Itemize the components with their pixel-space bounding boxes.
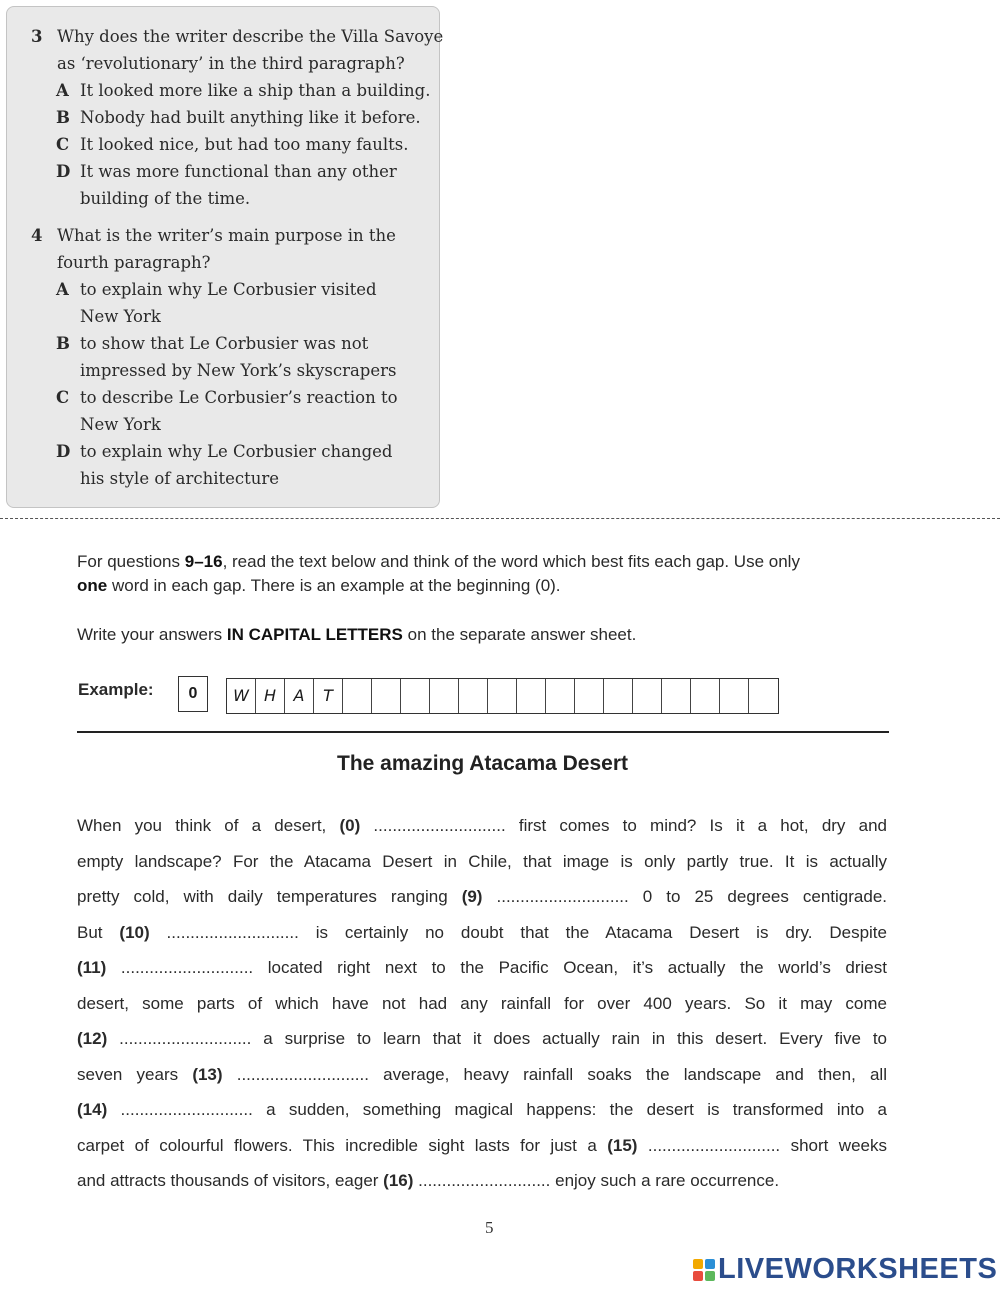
gap-number: (14) [77, 1100, 108, 1119]
text-segment: desert, some parts of which have not had any rainfall for over 400 years. So it may come [77, 993, 887, 1013]
text-segment: 0 to 25 degrees centigrade. [642, 887, 887, 906]
answer-gap[interactable]: ............................ [149, 922, 316, 942]
example-answer-cell [604, 679, 633, 713]
instr-text: on the separate answer sheet. [402, 625, 637, 644]
instructions-line-3 [77, 623, 636, 647]
example-answer-cell [459, 679, 488, 713]
option-letter: A [56, 280, 69, 299]
instr-emphasis: one [77, 576, 108, 595]
example-answer-cell [691, 679, 720, 713]
text-line [77, 812, 887, 848]
text-segment: short weeks [790, 1135, 887, 1155]
text-line [77, 919, 887, 955]
example-answer-cell: A [285, 679, 314, 713]
option-text: It looked more like a ship than a building. [80, 81, 431, 100]
text-line [77, 990, 887, 1026]
instr-emphasis: IN CAPITAL LETTERS [226, 625, 403, 644]
instructions-line-2 [77, 574, 561, 598]
gap-number: (11) [77, 958, 107, 977]
text-line [77, 883, 887, 919]
text-segment: and attracts thousands of visitors, eager [77, 1171, 384, 1190]
option-text: to describe Le Corbusier’s reaction to [80, 388, 398, 407]
instructions-line-1 [77, 550, 800, 574]
example-answer-cell [662, 679, 691, 713]
answer-gap[interactable]: ............................ [482, 887, 643, 906]
gap-number: (10) [119, 922, 150, 942]
example-answer-cell [546, 679, 575, 713]
question-stem: What is the writer’s main purpose in the [57, 226, 396, 245]
gap-number: (16) [383, 1171, 414, 1190]
page-number: 5 [485, 1218, 494, 1237]
text-line [77, 1132, 887, 1168]
option-letter: A [56, 81, 69, 100]
option-text: New York [80, 307, 161, 326]
brand-name: LIVEWORKSHEETS [718, 1253, 998, 1285]
answer-gap[interactable]: ............................ [637, 1135, 791, 1155]
instr-text: word in each gap. There is an example at the beginning (0). [107, 576, 561, 595]
dashed-divider [0, 518, 1000, 519]
example-label: Example: [78, 680, 154, 699]
instr-text: Write your answers [77, 625, 227, 644]
question-number: 3 [31, 27, 43, 46]
option-letter: B [56, 334, 70, 353]
option-text: building of the time. [80, 189, 251, 208]
example-answer-cell [575, 679, 604, 713]
text-segment: first comes to mind? Is it a hot, dry and [518, 816, 887, 835]
example-answer-cell [372, 679, 401, 713]
option-text: to show that Le Corbusier was not [80, 334, 369, 353]
answer-gap[interactable]: ............................ [107, 1100, 267, 1119]
question-stem: as ‘revolutionary’ in the third paragraph? [57, 54, 405, 73]
example-answer-cell [633, 679, 662, 713]
text-line [77, 954, 887, 990]
gap-fill-text [77, 812, 887, 1203]
gap-number: (9) [461, 887, 483, 906]
text-title: The amazing Atacama Desert [337, 752, 628, 775]
text-segment: a surprise to learn that it does actually rain in this desert. Every five to [263, 1029, 887, 1048]
example-answer-grid [226, 678, 779, 714]
option-letter: C [56, 388, 70, 407]
option-text: New York [80, 415, 161, 434]
option-letter: B [56, 108, 70, 127]
example-answer-cell [749, 679, 778, 713]
gap-number: (12) [77, 1029, 108, 1048]
answer-gap[interactable]: ............................ [222, 1064, 384, 1084]
text-line [77, 1167, 887, 1203]
text-segment: carpet of colourful flowers. This incredible sight lasts for just a [77, 1135, 608, 1155]
answer-gap[interactable]: ............................ [360, 816, 519, 835]
option-text: It looked nice, but had too many faults. [80, 135, 409, 154]
text-segment: When you think of a desert, [77, 816, 340, 835]
example-answer-cell: T [314, 679, 343, 713]
example-answer-cell [343, 679, 372, 713]
example-answer-cell: W [227, 679, 256, 713]
liveworksheets-logo-icon [692, 1258, 716, 1282]
text-segment: enjoy such a rare occurrence. [555, 1171, 780, 1190]
example-answer-cell [488, 679, 517, 713]
text-segment: empty landscape? For the Atacama Desert in Chile, that image is only partly true. It is actually [77, 851, 887, 871]
text-segment: a sudden, something magical happens: the desert is transformed into a [266, 1100, 887, 1119]
instr-range: 9–16 [184, 552, 223, 571]
text-segment: But [77, 922, 120, 942]
section-rule [77, 731, 889, 733]
example-answer-cell [517, 679, 546, 713]
example-answer-cell: H [256, 679, 285, 713]
option-text: It was more functional than any other [80, 162, 397, 181]
option-letter: D [56, 442, 71, 461]
question-box [6, 6, 444, 508]
text-segment: located right next to the Pacific Ocean, it’s actually the world’s driest [267, 958, 887, 977]
answer-gap[interactable]: ............................ [106, 958, 268, 977]
gap-number: (15) [607, 1135, 638, 1155]
instr-text: For questions [77, 552, 185, 571]
gap-number: (13) [192, 1064, 223, 1084]
text-line [77, 1025, 887, 1061]
question-stem: Why does the writer describe the Villa Savoye [57, 27, 444, 46]
option-text: his style of architecture [80, 469, 280, 488]
option-text: Nobody had built anything like it before. [80, 108, 421, 127]
example-answer-cell [720, 679, 749, 713]
example-number-box: 0 [178, 676, 208, 712]
text-line [77, 1096, 887, 1132]
text-line [77, 848, 887, 884]
text-segment: average, heavy rainfall soaks the landscape and then, all [383, 1064, 887, 1084]
text-segment: is certainly no doubt that the Atacama Desert is dry. Despite [315, 922, 887, 942]
answer-gap[interactable]: ............................ [413, 1171, 556, 1190]
option-letter: D [56, 162, 71, 181]
example-answer-cell [430, 679, 459, 713]
brand-footer [692, 1253, 997, 1286]
text-segment: seven years [77, 1064, 193, 1084]
question-stem: fourth paragraph? [57, 253, 211, 272]
option-text: impressed by New York’s skyscrapers [80, 361, 397, 380]
option-letter: C [56, 135, 70, 154]
option-text: to explain why Le Corbusier visited [80, 280, 377, 299]
answer-gap[interactable]: ............................ [107, 1029, 264, 1048]
example-answer-cell [401, 679, 430, 713]
instr-text: , read the text below and think of the word which best fits each gap. Use only [222, 552, 800, 571]
gap-number: (0) [339, 816, 361, 835]
text-line [77, 1061, 887, 1097]
question-number: 4 [31, 226, 43, 245]
option-text: to explain why Le Corbusier changed [80, 442, 393, 461]
text-segment: pretty cold, with daily temperatures ranging [77, 887, 462, 906]
